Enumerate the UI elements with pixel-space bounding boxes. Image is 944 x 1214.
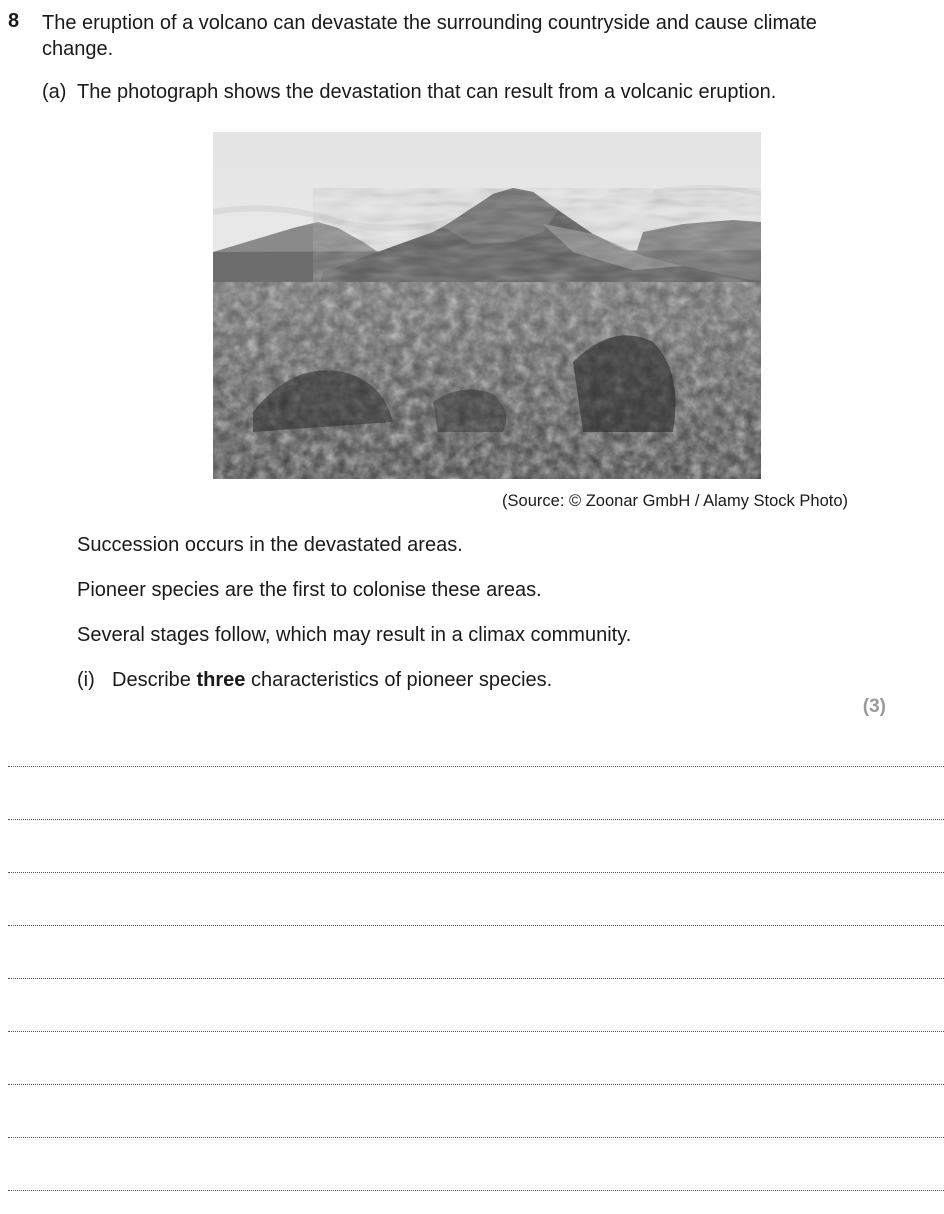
question-number: 8 xyxy=(8,10,20,32)
photo-source-credit: (Source: © Zoonar GmbH / Alamy Stock Photo) xyxy=(502,492,848,510)
part-a xyxy=(42,81,776,104)
answer-line[interactable] xyxy=(8,1084,944,1085)
part-a-label: (a) xyxy=(42,81,67,103)
sub-question-i xyxy=(77,669,552,692)
answer-line[interactable] xyxy=(8,766,944,767)
answer-line[interactable] xyxy=(8,819,944,820)
answer-line[interactable] xyxy=(8,1190,944,1191)
answer-line[interactable] xyxy=(8,925,944,926)
marks-label: (3) xyxy=(862,696,886,717)
sub-question-i-text-after: characteristics of pioneer species. xyxy=(245,669,553,691)
answer-line[interactable] xyxy=(8,872,944,873)
part-a-text: The photograph shows the devastation that can result from a volcanic eruption. xyxy=(77,81,777,103)
volcano-photograph xyxy=(213,132,761,479)
sub-question-i-text-before: Describe xyxy=(112,669,197,691)
answer-line[interactable] xyxy=(8,1137,944,1138)
sub-question-i-emphasis: three xyxy=(196,669,246,691)
sub-question-i-label: (i) xyxy=(77,669,95,691)
question-stem: The eruption of a volcano can devastate the surrounding countryside and cause climate change. xyxy=(42,12,817,60)
context-paragraph-1: Succession occurs in the devastated areas. xyxy=(77,534,463,556)
context-paragraph-2: Pioneer species are the first to colonise these areas. xyxy=(77,579,542,601)
context-paragraph-3: Several stages follow, which may result in a climax community. xyxy=(77,624,632,646)
answer-line[interactable] xyxy=(8,1031,944,1032)
answer-line[interactable] xyxy=(8,978,944,979)
